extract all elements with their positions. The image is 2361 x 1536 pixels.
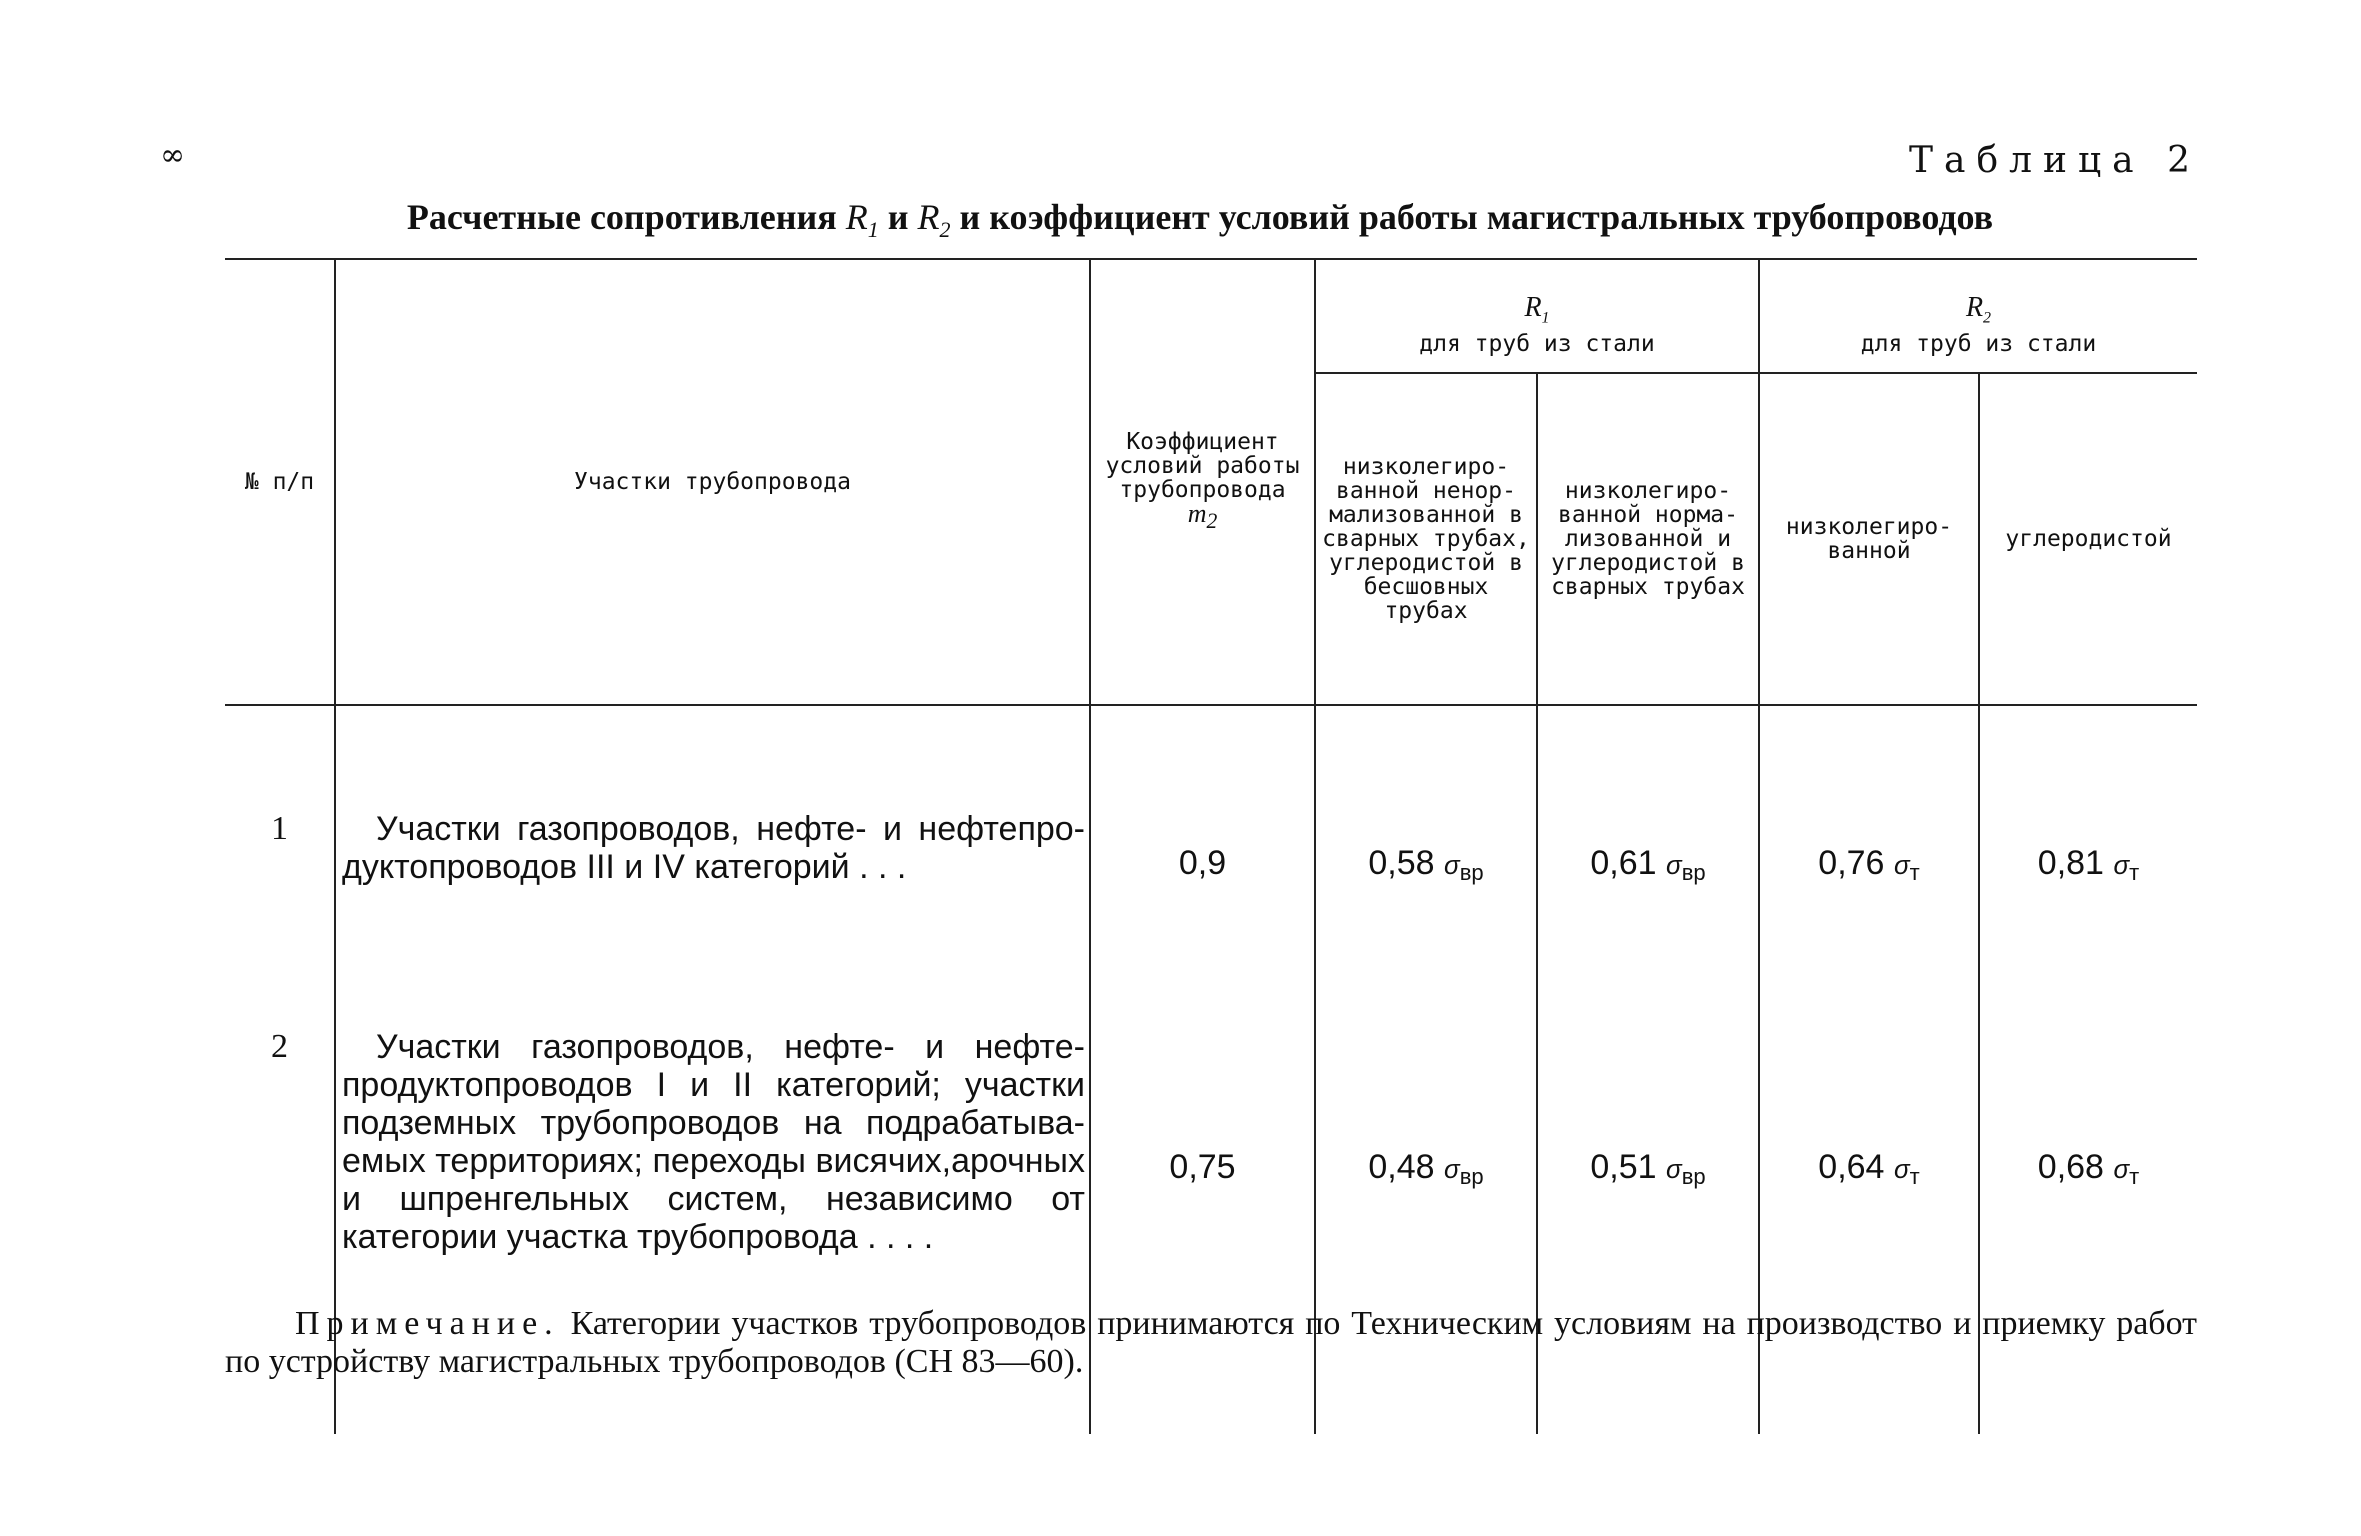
row-num: 1 xyxy=(271,810,288,847)
row-coef: 0,75 xyxy=(1090,994,1315,1434)
row-r1-col1: 0,48 $\sigma_{вр}$ xyxy=(1315,994,1537,1434)
header-coef-symbol: $m_2$ xyxy=(1187,499,1218,534)
header-r1-col2: низколегированной нормализованной и углеродистой в сварных трубах xyxy=(1537,373,1759,705)
row-r2-col1: 0,64 $\sigma_т$ xyxy=(1759,994,1979,1434)
row-num: 2 xyxy=(271,1028,288,1065)
row-r2-col2: 0,68 $\sigma_т$ xyxy=(1979,994,2197,1434)
header-r2-symbol: $R_2$ xyxy=(1965,292,1992,327)
resistance-table xyxy=(225,258,2197,1434)
title-and: и xyxy=(887,197,909,237)
header-section: Участки трубопровода xyxy=(335,259,1090,705)
header-r2-col1: низколегированной xyxy=(1759,373,1979,705)
note-label: Примечание. xyxy=(295,1305,560,1342)
title-part1: Расчетные сопротивления xyxy=(406,197,837,237)
row-r1-col1: 0,58 $\sigma_{вр}$ xyxy=(1315,705,1537,994)
header-num: № п/п xyxy=(225,259,335,705)
row-r1-col2: 0,51 $\sigma_{вр}$ xyxy=(1537,994,1759,1434)
title-r1: $R_1$ xyxy=(845,197,879,243)
table-note xyxy=(225,1305,2197,1381)
title-part2: и коэффициент условий работы магистральных трубопроводов xyxy=(959,197,1994,237)
header-r2-group xyxy=(1759,259,2197,373)
note-text: Категории участков трубопроводов принимаются по Техническим условиям на производство и приемку работ по устройству магистральных трубопроводов (СН 83—60). xyxy=(225,1305,2198,1380)
table-title xyxy=(300,196,2100,243)
header-coef-text: Коэффициент условий работы трубопровода xyxy=(1105,429,1300,504)
title-r2: $R_2$ xyxy=(917,197,951,243)
row-r2-col2: 0,81 $\sigma_т$ xyxy=(1979,705,2197,994)
header-r1-caption: для труб из стали xyxy=(1419,331,1655,357)
header-r1-symbol: $R_1$ xyxy=(1524,292,1550,327)
header-coef xyxy=(1090,259,1315,705)
header-r2-caption: для труб из стали xyxy=(1860,331,2097,357)
header-r2-col2: углеродистой xyxy=(1979,373,2197,705)
table-row xyxy=(225,705,2197,994)
table-label: Таблица 2 xyxy=(1909,140,2201,181)
row-r1-col2: 0,61 $\sigma_{вр}$ xyxy=(1537,705,1759,994)
header-r1-col1: низколегированной ненормализованной в сварных трубах, углеродистой в бесшовных трубах xyxy=(1315,373,1537,705)
row-r2-col1: 0,76 $\sigma_т$ xyxy=(1759,705,1979,994)
header-r1-group xyxy=(1315,259,1759,373)
row-coef: 0,9 xyxy=(1090,705,1315,994)
row-section: Участки газопроводов, нефте- и нефтепродуктопроводов I и II категорий; участки подземных трубопроводов на подрабатываемых территориях; переходы висячих,арочных и шпренгельных систем, независимо от категории участка трубопровода . . . . xyxy=(335,994,1090,1434)
page-number: ∞ xyxy=(160,138,185,173)
row-section: Участки газопроводов, нефте- и нефтепродуктопроводов III и IV категорий . . . xyxy=(335,705,1090,994)
